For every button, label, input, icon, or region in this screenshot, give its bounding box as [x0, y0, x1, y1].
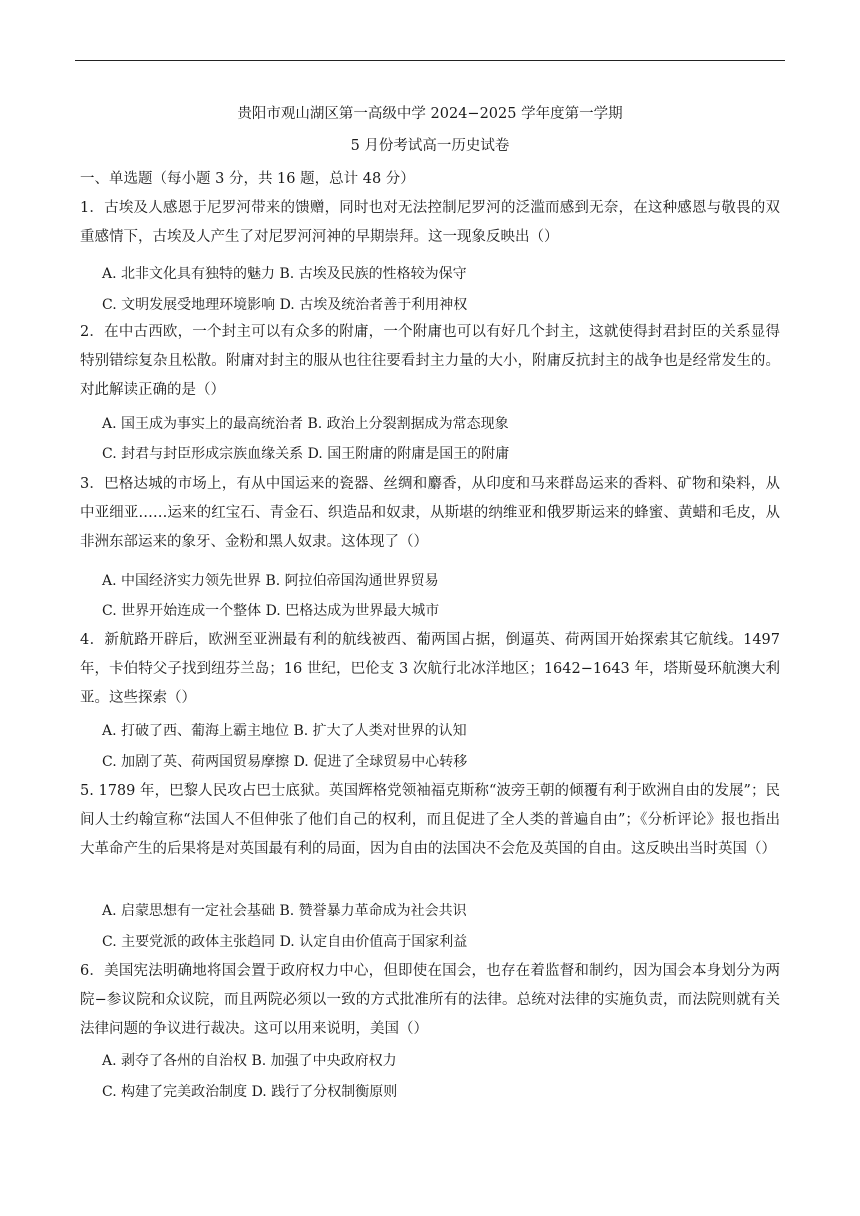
- question-2-options-cd: C. 封君与封臣形成宗族血缘关系 D. 国王附庸的附庸是国王的附庸: [102, 446, 510, 462]
- exam-title-line2: 5 月份考试高一历史试卷: [350, 138, 510, 154]
- question-4-options-cd: C. 加剧了英、荷两国贸易摩擦 D. 促进了全球贸易中心转移: [102, 754, 468, 770]
- question-1-stem: 1．古埃及人感恩于尼罗河带来的馈赠，同时也对无法控制尼罗河的泛滥而感到无奈，在这种感恩与敬畏的双重感情下，古埃及人产生了对尼罗河河神的早期崇拜。这一现象反映出（）: [80, 200, 780, 245]
- question-1-options-ab: A. 北非文化具有独特的魅力 B. 古埃及民族的性格较为保守: [102, 266, 467, 282]
- question-3-options-cd: C. 世界开始连成一个整体 D. 巴格达成为世界最大城市: [102, 603, 440, 619]
- question-4-options-ab: A. 打破了西、葡海上霸主地位 B. 扩大了人类对世界的认知: [102, 723, 467, 739]
- question-4-stem: 4．新航路开辟后，欧洲至亚洲最有利的航线被西、葡两国占据，倒逼英、荷两国开始探索其它航线。1497 年，卡伯特父子找到纽芬兰岛；16 世纪，巴伦支 3 次航行北冰洋地区；1642−1643 年，塔斯曼环航澳大利亚。这些探索（）: [80, 632, 780, 706]
- question-6-stem: 6．美国宪法明确地将国会置于政府权力中心，但即使在国会，也存在着监督和制约，因为国会本身划分为两院−参议院和众议院，而且两院必须以一致的方式批准所有的法律。总统对法律的实施负责，而法院则就有关法律问题的争议进行裁决。这可以用来说明，美国（）: [80, 963, 780, 1037]
- question-6-options-ab: A. 剥夺了各州的自治权 B. 加强了中央政府权力: [102, 1053, 397, 1069]
- question-3-stem: 3．巴格达城的市场上，有从中国运来的瓷器、丝绸和麝香，从印度和马来群岛运来的香料、矿物和染料，从中亚细亚……运来的红宝石、青金石、织造品和奴隶，从斯堪的纳维亚和俄罗斯运来的蜂蜜、黄蜡和毛皮，从非洲东部运来的象牙、金粉和黑人奴隶。这体现了（）: [80, 476, 780, 550]
- section-heading: 一、单选题（每小题 3 分，共 16 题，总计 48 分）: [80, 171, 415, 187]
- question-3-options-ab: A. 中国经济实力领先世界 B. 阿拉伯帝国沟通世界贸易: [102, 573, 439, 589]
- question-6-options-cd: C. 构建了完美政治制度 D. 践行了分权制衡原则: [102, 1084, 398, 1100]
- exam-title-line1: 贵阳市观山湖区第一高级中学 2024−2025 学年度第一学期: [237, 106, 623, 122]
- header-rule: [75, 60, 785, 61]
- question-2-options-ab: A. 国王成为事实上的最高统治者 B. 政治上分裂割据成为常态现象: [102, 416, 509, 432]
- question-5-options-ab: A. 启蒙思想有一定社会基础 B. 赞誉暴力革命成为社会共识: [102, 903, 467, 919]
- question-5-options-cd: C. 主要党派的政体主张趋同 D. 认定自由价值高于国家利益: [102, 934, 468, 950]
- question-5-stem: 5. 1789 年，巴黎人民攻占巴士底狱。英国辉格党领袖福克斯称“波旁王朝的倾覆有利于欧洲自由的发展”；民间人士约翰宣称“法国人不但伸张了他们自己的权利，而且促进了全人类的普遍自由”；《分析评论》报也指出大革命产生的后果将是对英国最有利的局面，因为自由的法国决不会危及英国的自由。这反映出当时英国（）: [80, 783, 780, 857]
- question-1-options-cd: C. 文明发展受地理环境影响 D. 古埃及统治者善于利用神权: [102, 297, 468, 313]
- question-2-stem: 2．在中古西欧，一个封主可以有众多的附庸，一个附庸也可以有好几个封主，这就使得封君封臣的关系显得特别错综复杂且松散。附庸对封主的服从也往往要看封主力量的大小，附庸反抗封主的战争也是经常发生的。对此解读正确的是（）: [80, 324, 780, 398]
